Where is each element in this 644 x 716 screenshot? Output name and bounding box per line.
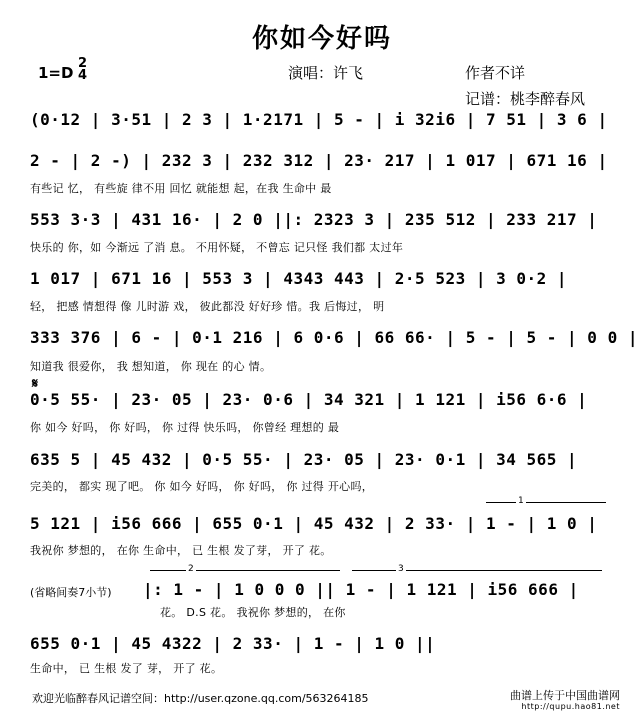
volta-bracket-2	[150, 570, 340, 571]
score-row-4: 1 017 | 671 16 | 553 3 | 4343 443 | 2·5 523 | 3 0·2 |	[30, 269, 568, 288]
lyrics-row-3: 快乐的 你，如 今渐远 了消 息。 不用怀疑， 不曾忘 记只怪 我们都 太过年	[30, 241, 404, 254]
score-row-1: (0·12 | 3·51 | 2 3 | 1·2171 | 5 - | i 32i6 | 7 51 | 3 6 |	[30, 110, 608, 129]
lyrics-row-4: 轻， 把感 情想得 像 儿时游 戏， 彼此都没 好好珍 惜。我 后悔过， 明	[30, 300, 385, 313]
lyrics-row-10: 生命中， 已 生根 发了 芽， 开了 花。	[30, 662, 223, 675]
lyricist-credit: 记谱：桃李醉春风	[465, 90, 586, 108]
volta-number-3: 3	[398, 564, 404, 574]
interlude-note: (省略间奏7小节)	[30, 586, 112, 599]
segno-sign: 𝄋	[32, 376, 39, 392]
score-row-7: 635 5 | 45 432 | 0·5 55· | 23· 05 | 23· 0·1 | 34 565 |	[30, 450, 578, 469]
volta-number-2: 2	[188, 564, 194, 574]
page-title: 你如今好吗	[251, 24, 392, 54]
score-row-2: 2 - | 2 -) | 232 3 | 232 312 | 23· 217 | 1 017 | 671 16 |	[30, 151, 608, 170]
time-signature	[78, 58, 87, 82]
score-row-9: |: 1 - | 1 0 0 0 || 1 - | 1 121 | i56 666 |	[143, 580, 579, 599]
lyrics-row-5: 知道我 很爱你， 我 想知道， 你 现在 的心 情。	[30, 360, 272, 373]
singer-credit: 演唱：许飞	[288, 64, 364, 82]
footer-link[interactable]: 欢迎光临醉春风记谱空间：http://user.qzone.qq.com/563264185	[32, 692, 369, 705]
lyrics-row-2: 有些记 忆， 有些旋 律不用 回忆 就能想 起，在我 生命中 最	[30, 182, 332, 195]
score-row-5: 333 376 | 6 - | 0·1 216 | 6 0·6 | 66 66· | 5 - | 5 - | 0 0 |	[30, 328, 638, 347]
lyrics-row-9: 花。 D.S 花。 我祝你 梦想的， 在你	[160, 606, 346, 619]
volta-bracket-1	[486, 502, 606, 503]
lyrics-row-6: 你 如今 好吗， 你 好吗， 你 过得 快乐吗， 你曾经 理想的 最	[30, 421, 340, 434]
time-signature-top: 2	[78, 56, 88, 71]
watermark-text: 曲谱上传于中国曲谱网	[510, 689, 620, 702]
lyrics-row-8: 我祝你 梦想的， 在你 生命中， 已 生根 发了芽， 开了 花。	[30, 544, 332, 557]
lyrics-row-7: 完美的， 都实 现了吧。 你 如今 好吗， 你 好吗， 你 过得 开心吗，	[30, 480, 374, 493]
score-row-3: 553 3·3 | 431 16· | 2 0 ||: 2323 3 | 235 512 | 233 217 |	[30, 210, 598, 229]
time-signature-bottom: 4	[78, 68, 88, 83]
score-row-6: 0·5 55· | 23· 05 | 23· 0·6 | 34 321 | 1 121 | i56 6·6 |	[30, 390, 588, 409]
composer-credit: 作者不详	[465, 64, 526, 82]
key-signature: 1=D	[38, 64, 74, 82]
volta-bracket-3	[352, 570, 602, 571]
watermark	[510, 690, 620, 712]
watermark-url: http://qupu.hao81.net	[521, 702, 620, 711]
score-row-10: 655 0·1 | 45 4322 | 2 33· | 1 - | 1 0 ||	[30, 634, 436, 653]
volta-number-1: 1	[518, 496, 524, 506]
score-row-8: 5 121 | i56 666 | 655 0·1 | 45 432 | 2 33· | 1 - | 1 0 |	[30, 514, 598, 533]
